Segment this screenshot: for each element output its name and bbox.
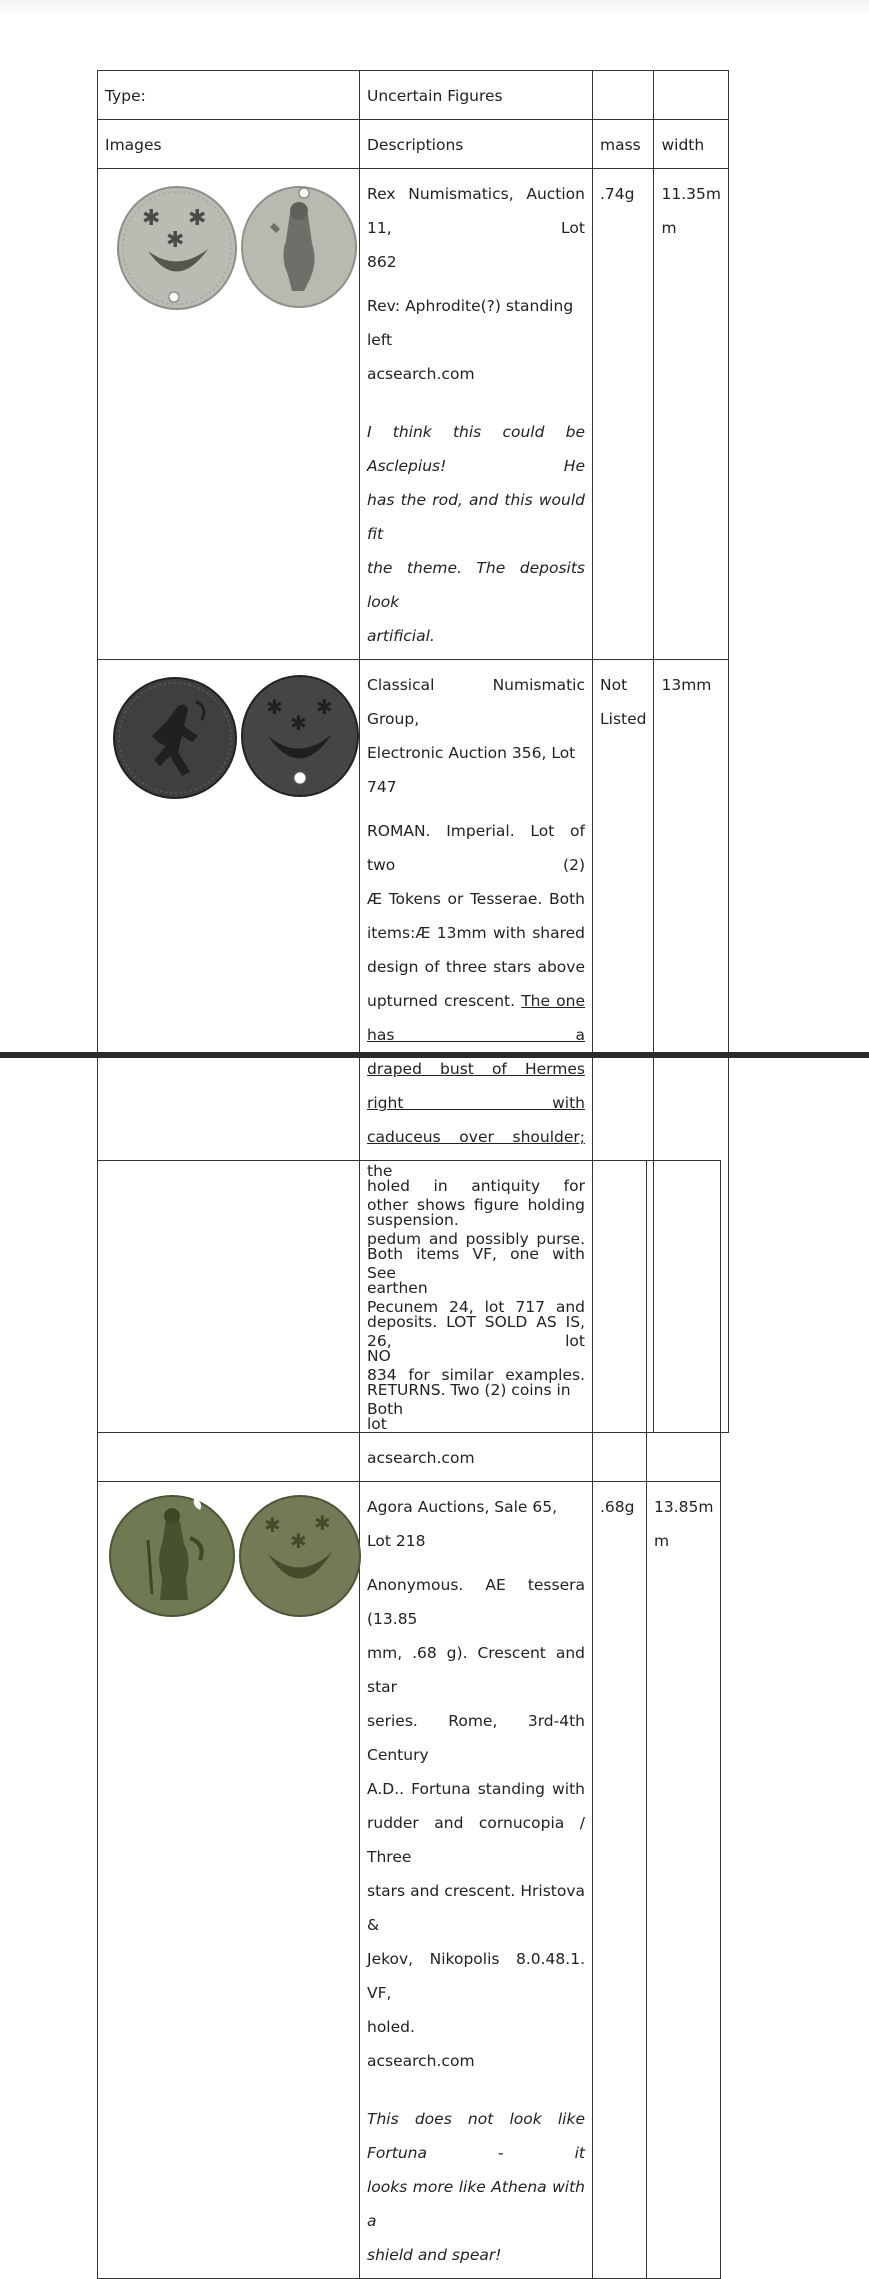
mass-cell [593,1482,647,2279]
type-label: Type: [98,71,360,120]
note-line: shield and spear! [367,2246,502,2264]
acsearch-link[interactable]: acsearch.com [367,2052,475,2070]
mass-value: .68g [600,1498,635,1516]
underlined-text: caduceus over shoulder; [367,1128,585,1146]
desc-line: items:Æ 13mm with shared [367,924,585,942]
desc-line: design of three stars above [367,958,585,976]
rex-reverse-coin [240,183,358,309]
width-value: 13mm [661,676,712,694]
desc-line: rudder and cornucopia / Three [367,1814,585,1866]
coin-images-cell [98,1482,360,2279]
svg-text:✱: ✱ [266,695,283,719]
table-row [98,1161,721,1482]
desc-line: Pecunem 24, lot 717 and 26, lot [367,1298,585,1350]
width-value-wrap: m [654,1532,670,1550]
column-header-width: width [654,120,728,169]
page-separator [0,1052,869,1058]
mass-value: .74g [600,185,635,203]
note-line: has the rod, and this would fit [367,491,585,543]
rex-obverse-coin [116,185,238,311]
table-row [98,169,729,660]
svg-text:✱: ✱ [290,711,307,735]
source-line: Rex Numismatics, Auction 11, Lot [367,185,585,237]
note-line: This does not look like Fortuna - it [367,2110,585,2162]
desc-line: holed. [367,2018,415,2036]
desc-text: upturned crescent. [367,992,522,1010]
desc-line: 834 for similar examples. Both [367,1366,585,1418]
coin-table-page-2 [97,1160,721,2279]
mass-value-wrap: Listed [600,710,647,728]
mass-cell [593,169,654,660]
description-cell [360,1161,593,1482]
desc-line: A.D.. Fortuna standing with [367,1780,585,1798]
svg-text:✱: ✱ [290,1529,307,1553]
source-line: Agora Auctions, Sale 65, Lot 218 [367,1498,558,1550]
width-value-wrap: m [661,219,677,237]
empty-images-cell [98,1161,360,1482]
desc-line: Anonymous. AE tessera (13.85 [367,1576,585,1628]
source-line: Electronic Auction 356, Lot 747 [367,744,576,796]
svg-text:✱: ✱ [166,228,185,253]
cng-obverse-coin [112,676,238,800]
desc-text: the [367,1162,393,1180]
underlined-text: draped bust of Hermes right with [367,1060,585,1112]
table-row-headers [98,120,729,169]
width-value: 13.85m [654,1498,714,1516]
source-line: 862 [367,253,397,271]
agora-reverse-coin [238,1494,362,1618]
desc-line: series. Rome, 3rd-4th Century [367,1712,585,1764]
desc-line: ROMAN. Imperial. Lot of two (2) [367,822,585,874]
table-row-type [98,71,729,120]
lot-description [367,1568,585,2044]
svg-text:✱: ✱ [314,1511,331,1535]
personal-note [367,2102,585,2272]
description-cell [360,169,593,660]
note-line: the theme. The deposits look [367,559,585,611]
svg-text:✱: ✱ [264,1513,281,1537]
agora-obverse-coin [108,1494,236,1618]
note-line: I think this could be Asclepius! He [367,423,585,475]
empty-cell [593,71,654,120]
desc-line: RETURNS. Two (2) coins in lot [367,1381,571,1433]
description-cell [360,1482,593,2279]
desc-line [367,984,585,1052]
desc-line: Both items VF, one with earthen [367,1245,585,1297]
source-line: Classical Numismatic Group, [367,676,585,728]
desc-line: deposits. LOT SOLD AS IS, NO [367,1313,585,1365]
desc-line: mm, .68 g). Crescent and star [367,1644,585,1696]
desc-line: pedum and possibly purse. See [367,1230,585,1282]
acsearch-link[interactable]: acsearch.com [367,365,475,383]
table-row [98,1482,721,2279]
column-header-mass: mass [593,120,654,169]
svg-text:✱: ✱ [188,206,207,231]
desc-line: Æ Tokens or Tesserae. Both [367,890,585,908]
cng-reverse-coin [240,674,360,798]
empty-cell [593,1161,647,1482]
column-header-images: Images [98,120,360,169]
reverse-description: Rev: Aphrodite(?) standing left [367,297,574,349]
note-line: artificial. [367,627,435,645]
empty-cell [654,71,728,120]
page-top-shade [0,0,869,18]
svg-text:✱: ✱ [316,695,333,719]
personal-note [367,415,585,653]
desc-line: other shows figure holding [367,1196,585,1214]
width-value: 11.35m [661,185,721,203]
svg-text:✱: ✱ [142,206,161,231]
underlined-text: The one has a [367,992,585,1044]
type-value: Uncertain Figures [360,71,593,120]
desc-line: stars and crescent. Hristova & [367,1882,585,1934]
desc-line: holed in antiquity for suspension. [367,1177,585,1229]
width-cell [647,1482,721,2279]
coin-images-cell [98,169,360,660]
width-cell [654,169,728,660]
desc-line: Jekov, Nikopolis 8.0.48.1. VF, [367,1950,585,2002]
note-line: looks more like Athena with a [367,2178,585,2230]
mass-value: Not [600,676,628,694]
empty-cell [647,1161,721,1482]
acsearch-link[interactable]: acsearch.com [367,1449,475,1467]
column-header-descriptions: Descriptions [360,120,593,169]
